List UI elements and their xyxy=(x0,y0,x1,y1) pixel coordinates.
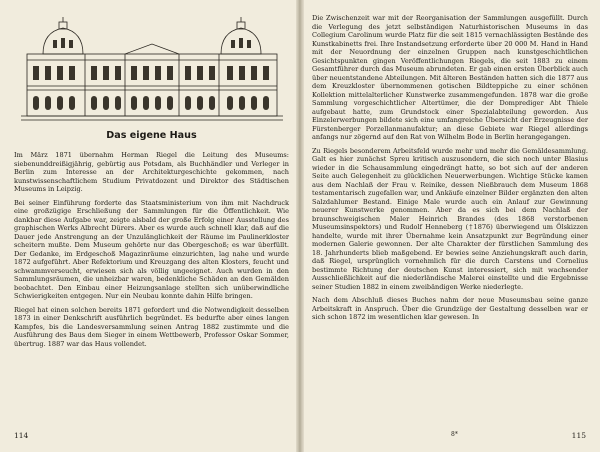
left-page xyxy=(0,0,299,452)
museum-building-illustration xyxy=(21,14,283,124)
chapter-heading: Das eigene Haus xyxy=(106,130,197,141)
signature-mark: 8* xyxy=(451,431,458,438)
paragraph: Zu Riegels besonderem Arbeitsfeld wurde mehr und mehr die Gemäldesammlung. Galt es hier zunächst Spreu kritisch auszusondern, die sich noch unter Blasius wieder in die Schausammlung eingedrängt hatte, so bot sich auf der anderen Seite auch Gelegenheit zu glücklichen Neuerwerbungen. Wichtige Stücke kamen aus dem Nachlaß der Frau v. Reinike, dessen Nießbrauch dem Museum 1868 testamentarisch zugefallen war, und Ankäufe einzelner Bilder ergänzten den alten Salzdahlumer Bestand. Einige Male wurde auch ein Anlauf zur Gewinnung neuerer Kunstwerke genommen. Aber da es sich bei dem Nachlaß der braunschweigischen Maler Heinrich Brandes (des 1868 verstorbenen Museumsinspektors) und Rudolf Henneberg (†1876) überwiegend um Ölskizzen handelte, wurde mit ihrer Übernahme kein Ansatzpunkt zur Begründung einer modernen Galerie gewonnen. Der alte Charakter der fürstlichen Sammlung des 18. Jahrhunderts blieb maßgebend. Er bewies seine Anziehungskraft auch darin, daß Riegel, ursprünglich vornehmlich für die durch Carstens und Cornelius bestimmte Richtung der deutschen Kunst interessiert, sich mit wachsender Ausschließlichkeit auf die niederländische Malerei einstellte und die Ergebnisse seiner Studien 1882 in einem zweibändigen Werke niederlegte. xyxy=(312,146,588,291)
paragraph: Die Zwischenzeit war mit der Reorganisation der Sammlungen ausgefüllt. Durch die Verlegung des jetzt selbständigen Naturhistorischen Museums in das Collegium Carolinum wurde Platz für die seit 1815 vernachlässigten Bestände des Kunstkabinetts frei. Ihre Instandsetzung erforderte über 20 000 M. Hand in Hand mit der Neuordnung der einzelnen Gruppen nach kunstgeschichtlichen Gesichtspunkten gingen Veröffentlichungen Riegels, die seit 1883 zu einem Gesamtführer durch das Museum abrundeten. Er gab einen ersten Überblick auch über neuentstandene Abteilungen. Mit älteren Beständen hatten sich die 1877 aus dem Kreuzkloster übernommenen gotischen Bildteppiche zu einer schönen Kollektion mittelalterlicher Kunstwerke zusammengefunden. 1878 war die große Sammlung vorgeschichtlicher Altertümer, die der Domprediger Abt Thiele aufgebaut hatte, zum Grundstock einer Spezialabteilung geworden. Aus Einzelerwerbungen bildete sich eine umfangreiche Übersicht der Erzeugnisse der Fürstenberger Porzellanmanufaktur; an diese Gebiete war Riegel allerdings anfangs nur zögernd auf den Rat von Wilhelm Bode in Berlin herangegangen. xyxy=(312,14,588,141)
paragraph: Im März 1871 übernahm Herman Riegel die Leitung des Museums: siebenunddreißigjährig, gebürtig aus Potsdam, als Buchhändler und Verleger in Berlin zum Interesse an der Architekturgeschichte gekommen, nach kunstwissenschaftlichem Studium Privatdozent und Direktor des Städtischen Museums in Leipzig. xyxy=(14,151,289,193)
paragraph: Riegel hat einen solchen bereits 1871 gefordert und die Notwendigkeit desselben 1873 in einer Denkschrift ausführlich begründet. Es bedurfte aber eines langen Kampfes, bis die Landesversammlung seinen Antrag 1882 zustimmte und die Ausführung des Baus dem Sieger in einem Wettbewerb, Professor Oskar Sommer, übertrug. 1887 war das Haus vollendet. xyxy=(14,305,289,348)
right-page xyxy=(301,0,600,452)
page-number: 114 xyxy=(14,431,29,440)
paragraph: Nach dem Abschluß dieses Buches nahm der neue Museumsbau seine ganze Arbeitskraft in Anspruch. Über die Grundzüge der Gestaltung desselben war er sich schon 1872 im wesentlichen klar gewesen. In xyxy=(312,296,588,321)
book-gutter xyxy=(296,0,304,452)
page-number: 115 xyxy=(571,431,586,440)
paragraph: Bei seiner Einführung forderte das Staatsministerium von ihm mit Nachdruck eine großzügige Erschließung der Sammlungen für die Öffentlichkeit. Wie dankbar diese Aufgabe war, zeigte alsbald der große Erfolg einer Ausstellung des graphischen Werks Albrecht Dürers. Aber es wurde auch schnell klar, daß auf die Dauer jede Anstrengung an der Unzulänglichkeit der Räume im Paulinerkloster scheitern mußte. Dem Museum gehörte nur das Obergeschoß; es war überfüllt. Der Gedanke, im Erdgeschoß Magazinräume einzurichten, lag nahe und wurde 1872 aufgeführt. Aber Refektorium und Kreuzgang des alten Klosters, feucht und schwammverseucht, erwiesen sich als völlig ungeeignet. Auch wurden in den Sammlungsräumen, die unheizbar waren, bedenkliche Schäden an den Gemälden beobachtet. Den Einbau einer Heizungsanlage stellten sich unüberwindliche Schwierigkeiten entgegen. Nur ein Neubau konnte dahin Hilfe bringen. xyxy=(14,198,289,300)
